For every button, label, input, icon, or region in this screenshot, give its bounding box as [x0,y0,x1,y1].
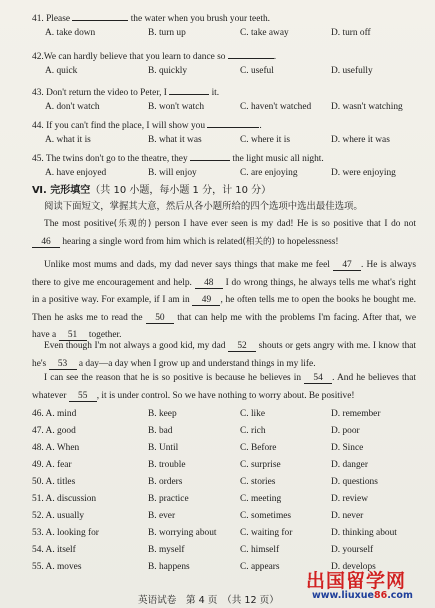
option-d: D. wasn't watching [331,102,403,112]
option-a: 55. A. moves [32,562,82,572]
option-b: B. Until [148,443,179,453]
option-d: D. turn off [331,28,371,38]
passage-paragraph-2: Unlike most mums and dads, my dad never says things that make me feel 47 . He is always there to give me encouragement and help. 48 I do wrong things, he always tells me what's right in a positive way. For example, if I am in 49 , he often tells me to open the books he bought me. Then he asks me to read the 50 that can help me with the problems I'm facing. After that, we have a 51 together. [32,260,417,341]
option-d: D. questions [331,477,378,487]
section-title: Ⅵ. 完形填空 [32,185,91,196]
option-a: A. what it is [45,135,91,145]
question-stem: 43. Don't return the video to Peter, I it. [32,84,219,99]
question-stem: 45. The twins don't go to the theatre, they the light music all night. [32,150,324,165]
option-d: D. develops [331,562,376,572]
option-d: D. danger [331,460,368,470]
watermark-logo-text: 出国留学网 [306,570,407,592]
option-d: D. yourself [331,545,374,555]
option-c: C. take away [240,28,289,38]
option-b: B. bad [148,426,173,436]
question-stem: 42.We can hardly believe that you learn to dance so . [32,48,276,63]
option-d: D. were enjoying [331,168,396,178]
option-c: C. useful [240,66,274,76]
blank-49: 49 [192,295,220,306]
option-c: C. where it is [240,135,290,145]
option-c: C. are enjoying [240,168,298,178]
option-c: C. like [240,409,265,419]
passage-paragraph-1: The most positive(乐观的) person I have ever seen is my dad! He is so positive that I do not 46 hearing a single word from him which is related(相关的) to hopelessness! [32,216,416,251]
option-c: C. sometimes [240,511,292,521]
blank-54: 54 [304,373,332,384]
option-d: D. where it was [331,135,390,145]
option-d: D. remember [331,409,381,419]
option-b: B. ever [148,511,176,521]
option-d: D. review [331,494,368,504]
watermark-url: www.liuxue86.com [312,590,413,601]
question-stem: 41. Please the water when you brush your teeth. [32,10,270,25]
option-b: B. trouble [148,460,186,470]
option-b: B. what it was [148,135,202,145]
option-b: B. keep [148,409,177,419]
option-b: B. happens [148,562,190,572]
option-c: C. haven't watched [240,102,312,112]
option-a: 49. A. fear [32,460,72,470]
option-c: C. surprise [240,460,281,470]
option-c: C. rich [240,426,266,436]
option-c: C. Before [240,443,277,453]
option-b: B. worrying about [148,528,217,538]
option-d: D. thinking about [331,528,397,538]
option-a: 47. A. good [32,426,76,436]
blank-48: 48 [195,278,223,289]
option-b: B. orders [148,477,183,487]
blank-50: 50 [146,313,174,324]
passage-paragraph-3: Even though I'm not always a good kid, my dad 52 shouts or gets angry with me. I know that he's 53 a day—a day when I grow up and understand things in my life. [32,341,417,369]
option-c: C. appears [240,562,280,572]
option-a: A. have enjoyed [45,168,107,178]
passage-paragraph-4: I can see the reason that he is so positive is because he believes in 54 . And he believes that whatever 55 , it is under control. So we have nothing to worry about. Be positive! [32,373,417,401]
option-b: B. won't watch [148,102,205,112]
question-stem: 44. If you can't find the place, I will show you . [32,117,262,132]
option-a: 48. A. When [32,443,80,453]
option-b: B. practice [148,494,189,504]
option-a: 54. A. itself [32,545,76,555]
page-footer: 英语试卷 第 4 页 （共 12 页） [138,595,279,606]
blank-53: 53 [49,359,77,370]
option-c: C. stories [240,477,276,487]
blank-46: 46 [32,237,60,248]
section-instruction: 阅读下面短文，掌握其大意，然后从各小题所给的四个选项中选出最佳选项。 [44,201,363,212]
option-a: 52. A. usually [32,511,85,521]
option-b: B. quickly [148,66,188,76]
option-a: 53. A. looking for [32,528,99,538]
option-d: D. Since [331,443,364,453]
option-d: D. poor [331,426,360,436]
option-d: D. never [331,511,364,521]
option-c: C. meeting [240,494,282,504]
blank-47: 47 [333,260,361,271]
option-b: B. turn up [148,28,186,38]
section-header [32,184,271,197]
option-b: B. myself [148,545,185,555]
blank-52: 52 [228,341,256,352]
option-a: A. take down [45,28,96,38]
blank-55: 55 [69,391,97,402]
option-b: B. will enjoy [148,168,197,178]
option-a: A. quick [45,66,78,76]
option-a: 50. A. titles [32,477,76,487]
option-a: 46. A. mind [32,409,77,419]
blank-51: 51 [59,330,87,341]
section-points: （共 10 小题，每小题 1 分，计 10 分） [90,185,272,196]
option-c: C. himself [240,545,280,555]
option-d: D. usefully [331,66,373,76]
option-a: 51. A. discussion [32,494,97,504]
option-a: A. don't watch [45,102,100,112]
option-c: C. waiting for [240,528,293,538]
